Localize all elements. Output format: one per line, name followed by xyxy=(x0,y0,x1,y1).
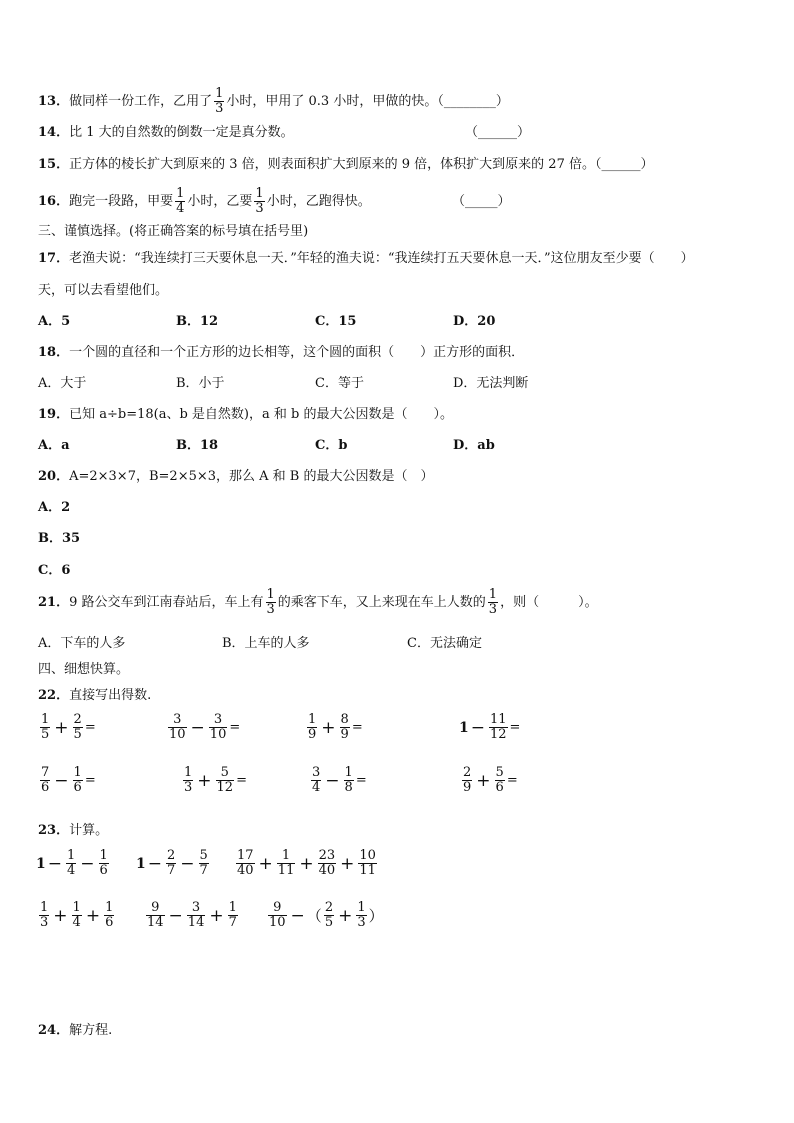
answer-blank[interactable]: （______） xyxy=(465,125,531,140)
question-text: 小时，乙要 xyxy=(187,194,253,209)
option-d[interactable]: D．ab xyxy=(453,438,495,453)
option-b[interactable]: B．上车的人多 xyxy=(222,636,310,651)
expression: $\frac{9}{10}$ − （ $\frac{2}{5}$ + $\frac{1}{3}$ ） xyxy=(269,900,384,930)
question-21 xyxy=(38,588,598,617)
section-heading: 四、细想快算。 xyxy=(38,662,130,677)
option-d[interactable]: D．无法判断 xyxy=(453,376,529,391)
question-number: 16． xyxy=(38,194,70,209)
answer-blank[interactable]: （_____） xyxy=(452,194,511,209)
option-d[interactable]: D．20 xyxy=(453,314,496,329)
option-a[interactable]: A．大于 xyxy=(38,376,87,391)
question-text: 正方体的棱长扩大到原来的 3 倍，则表面积扩大到原来的 9 倍，体积扩大到原来的 27 倍。（______） xyxy=(69,157,654,172)
expression: $\frac{3}{4}$ − $\frac{1}{8}$ = xyxy=(312,765,367,795)
option-b[interactable]: B．35 xyxy=(38,531,81,546)
question-text: 9 路公交车到江南春站后，车上有 xyxy=(69,595,264,610)
question-text: ，则（ ）。 xyxy=(500,595,598,610)
expression: $\frac{1}{3}$ + $\frac{5}{12}$ = xyxy=(184,765,247,795)
question-number: 21． xyxy=(38,595,70,610)
question-text: A=2×3×7，B=2×5×3，那么 A 和 B 的最大公因数是（ ） xyxy=(69,469,434,484)
question-17 xyxy=(38,250,694,268)
question-text: 解方程. xyxy=(69,1023,113,1038)
question-text: 比 1 大的自然数的倒数一定是真分数。 xyxy=(69,125,294,140)
question-text: 的乘客下车，又上来现在车上人数的 xyxy=(277,595,486,610)
expression: $\frac{9}{14}$ − $\frac{3}{14}$ + $\frac{1}{7}$ xyxy=(147,900,237,930)
question-number: 24． xyxy=(38,1023,70,1038)
question-23 xyxy=(38,822,108,840)
expression: $\frac{1}{5}$ + $\frac{2}{5}$ = xyxy=(41,712,96,742)
question-number: 18． xyxy=(38,345,70,360)
question-18 xyxy=(38,344,524,362)
option-a[interactable]: A．2 xyxy=(38,500,71,515)
question-text: 已知 a÷b=18(a、b 是自然数)，a 和 b 的最大公因数是（ ）。 xyxy=(69,407,453,422)
expression: $\frac{17}{40}$ + $\frac{1}{11}$ + $\frac{23}{40}$ + $\frac{10}{11}$ xyxy=(237,848,376,878)
expression: 1 − $\frac{2}{7}$ − $\frac{5}{7}$ xyxy=(136,848,208,878)
question-number: 23． xyxy=(38,823,70,838)
question-16 xyxy=(38,187,371,216)
question-24 xyxy=(38,1022,112,1040)
question-text: 直接写出得数. xyxy=(69,688,152,703)
option-c[interactable]: C．等于 xyxy=(315,376,364,391)
expression: $\frac{2}{9}$ + $\frac{5}{6}$ = xyxy=(463,765,518,795)
question-number: 14． xyxy=(38,125,70,140)
question-number: 20． xyxy=(38,469,70,484)
option-c[interactable]: C．无法确定 xyxy=(407,636,482,651)
fraction: $\frac{1}{3}$ xyxy=(266,587,275,617)
fraction: $\frac{1}{3}$ xyxy=(255,186,264,216)
fraction: $\frac{1}{4}$ xyxy=(176,186,185,216)
expression: $\frac{3}{10}$ − $\frac{3}{10}$ = xyxy=(169,712,241,742)
fraction: $\frac{1}{3}$ xyxy=(215,86,224,116)
option-a[interactable]: A．a xyxy=(38,438,70,453)
question-number: 17． xyxy=(38,251,70,266)
expression: $\frac{1}{3}$ + $\frac{1}{4}$ + $\frac{1}{6}$ xyxy=(40,900,114,930)
option-b[interactable]: B．18 xyxy=(176,438,219,453)
expression: $\frac{7}{6}$ − $\frac{1}{6}$ = xyxy=(41,765,96,795)
question-text: 小时，乙跑得快。 xyxy=(266,194,371,209)
question-number: 13． xyxy=(38,94,70,109)
question-19 xyxy=(38,406,453,424)
question-13 xyxy=(38,87,509,116)
question-14 xyxy=(38,124,294,142)
question-number: 15． xyxy=(38,157,70,172)
question-20 xyxy=(38,468,434,486)
question-22 xyxy=(38,687,151,705)
option-c[interactable]: C．15 xyxy=(315,314,357,329)
question-text: 做同样一份工作，乙用了 xyxy=(69,94,213,109)
question-text: 老渔夫说：“我连续打三天要休息一天．”年轻的渔夫说：“我连续打五天要休息一天．”这位朋友至少要（ ） xyxy=(69,251,694,266)
option-a[interactable]: A．5 xyxy=(38,314,71,329)
question-text: 小时，甲用了 0.3 小时，甲做的快。（________） xyxy=(226,94,509,109)
question-text-continued: 天，可以去看望他们。 xyxy=(38,283,169,298)
section-heading: 三、谨慎选择。(将正确答案的标号填在括号里) xyxy=(38,224,309,239)
question-number: 22． xyxy=(38,688,70,703)
expression: 1 − $\frac{11}{12}$ = xyxy=(459,712,521,742)
question-text: 计算。 xyxy=(69,823,109,838)
expression: $\frac{1}{9}$ + $\frac{8}{9}$ = xyxy=(308,712,363,742)
question-text: 一个圆的直径和一个正方形的边长相等，这个圆的面积（ ）正方形的面积． xyxy=(69,345,525,360)
question-text: 跑完一段路，甲要 xyxy=(69,194,174,209)
option-a[interactable]: A．下车的人多 xyxy=(38,636,126,651)
fraction: $\frac{1}{3}$ xyxy=(488,587,498,617)
question-number: 19． xyxy=(38,407,70,422)
expression: 1 − $\frac{1}{4}$ − $\frac{1}{6}$ xyxy=(36,848,108,878)
option-b[interactable]: B．小于 xyxy=(176,376,225,391)
option-b[interactable]: B．12 xyxy=(176,314,219,329)
option-c[interactable]: C．b xyxy=(315,438,348,453)
question-15 xyxy=(38,156,653,174)
option-c[interactable]: C．6 xyxy=(38,563,71,578)
